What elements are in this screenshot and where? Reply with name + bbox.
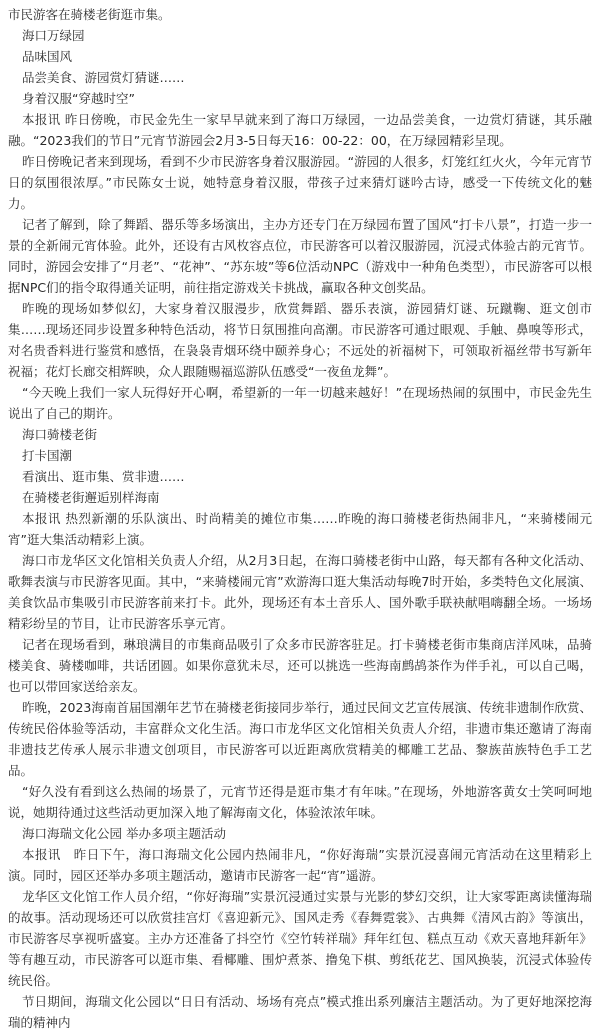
section-heading: 打卡国潮 xyxy=(22,448,73,463)
paragraph: 本报讯 昨日下午，海口海瑞文化公园内热闹非凡，“你好海瑞”实景沉浸喜闹元宵活动在这里精彩上演。同时，园区还举办多项主题活动，邀请市民游客一起“宵”遥游。 xyxy=(8,847,592,883)
section-heading: 海口骑楼老街 xyxy=(22,427,98,442)
paragraph: 龙华区文化馆工作人员介绍，“你好海瑞”实景沉浸通过实景与光影的梦幻交织，让大家零距离读懂海瑞的故事。活动现场还可以欣赏挂宫灯《喜迎新元》、国风走秀《春舞霓裳》、古典舞《清风古韵》等演出，市民游客尽享视听盛宴。主办方还准备了抖空竹《空竹转祥瑞》拜年红包、糕点互动《欢天喜地拜新年》等有趣互动，市民游客可以逛市集、看椰雕、围炉煮茶、撸兔下棋、剪纸花艺、国风换装，沉浸式体验传统民俗。 xyxy=(8,889,592,988)
section-qilou-old-street xyxy=(8,424,592,823)
section-wanlvyuan xyxy=(8,25,592,424)
paragraph: 记者在现场看到，琳琅满目的市集商品吸引了众多市民游客驻足。打卡骑楼老街市集商店洋风味，品骑楼美食、骑楼咖啡，共话团圆。如果你意犹未尽，还可以挑选一些海南鹧鸪茶作为伴手礼，可以自己喝，也可以带回家送给亲友。 xyxy=(8,637,592,694)
paragraph: 昨晚，2023海南首届国潮年艺节在骑楼老街接同步举行，通过民间文艺宣传展演、传统非遗制作欣赏、传统民俗体验等活动，丰富群众文化生活。海口市龙华区文化馆相关负责人介绍，非遗市集还邀请了海南非遗技艺传承人展示非遗文创项目，市民游客可以近距离欣赏精美的椰雕工艺品、黎族苗族特色手工艺品。 xyxy=(8,700,592,778)
paragraph: 记者了解到，除了舞蹈、器乐等多场演出，主办方还专门在万绿园布置了国风“打卡八景”，打造一步一景的全新闹元宵体验。此外，还设有古风枚容点位，市民游客可以着汉服游园，沉浸式体验古韵元宵节。同时，游园会安排了“月老”、“花神”、“苏东坡”等6位活动NPC（游戏中一种角色类型），市民游客可以根据NPC们的指令取得通关证明，前往指定游戏关卡挑战，赢取各种文创奖品。 xyxy=(8,217,592,295)
photo-caption: 市民游客在骑楼老街逛市集。 xyxy=(8,7,171,22)
section-heading: 品味国风 xyxy=(22,49,73,64)
paragraph: “好久没有看到这么热闹的场景了，元宵节还得是逛市集才有年味。”在现场，外地游客黄女士笑呵呵地说，她期待通过这些活动更加深入地了解海南文化，体验浓浓年味。 xyxy=(8,784,592,820)
paragraph: 昨日傍晚记者来到现场，看到不少市民游客身着汉服游园。“游园的人很多，灯笼红红火火，今年元宵节日的氛围很浓厚。”市民陈女士说，她特意身着汉服，带孩子过来猜灯谜吟古诗，感受一下传统文化的魅力。 xyxy=(8,154,592,211)
section-hairui-park xyxy=(8,823,592,1033)
section-heading: 品尝美食、游园赏灯猜谜…… xyxy=(22,70,185,85)
paragraph: 节日期间，海瑞文化公园以“日日有活动、场场有亮点”模式推出系列廉洁主题活动。为了更好地深挖海瑞的精神内 xyxy=(8,994,592,1030)
section-heading: 海口海瑞文化公园 举办多项主题活动 xyxy=(22,826,226,841)
section-heading: 看演出、逛市集、赏非遗…… xyxy=(22,469,185,484)
section-heading: 海口万绿园 xyxy=(22,28,85,43)
section-heading: 在骑楼老街邂逅别样海南 xyxy=(22,490,160,505)
paragraph: 本报讯 昨日傍晚，市民金先生一家早早就来到了海口万绿园，一边品尝美食，一边赏灯猜谜，其乐融融。“2023我们的节日”元宵节游园会2月3-5日每天16：00-22：00，在万绿园精彩呈现。 xyxy=(8,112,592,148)
paragraph: 昨晚的现场如梦似幻，大家身着汉服漫步，欣赏舞蹈、器乐表演，游园猜灯谜、玩蹴鞠、逛文创市集……现场还同步设置多种特色活动，将节日氛围推向高潮。市民游客可通过眼观、手触、鼻嗅等形式，对名贵香料进行鉴赏和感悟，在袅袅青烟环绕中颐养身心；不远处的祈福树下，可领取祈福丝带书写新年祝福；花灯长廊交相辉映，众人跟随赐福巡游队伍感受“一夜鱼龙舞”。 xyxy=(8,301,592,379)
paragraph: 本报讯 热烈新潮的乐队演出、时尚精美的摊位市集……昨晚的海口骑楼老街热闹非凡，“来骑楼闹元宵”逛大集活动精彩上演。 xyxy=(8,511,592,547)
paragraph: “今天晚上我们一家人玩得好开心啊，希望新的一年一切越来越好！”在现场热闹的氛围中，市民金先生说出了自己的期许。 xyxy=(8,385,592,421)
paragraph: 海口市龙华区文化馆相关负责人介绍，从2月3日起，在海口骑楼老街中山路，每天都有各种文化活动、歌舞表演与市民游客见面。其中，“来骑楼闹元宵”欢游海口逛大集活动每晚7时开始，多类特色文化展演、美食饮品市集吸引市民游客前来打卡。此外，现场还有本土音乐人、国外歌手联袂献唱嗨翻全场。一场场精彩纷呈的节目，让市民游客乐享元宵。 xyxy=(8,553,592,631)
section-heading: 身着汉服“穿越时空” xyxy=(22,91,135,106)
